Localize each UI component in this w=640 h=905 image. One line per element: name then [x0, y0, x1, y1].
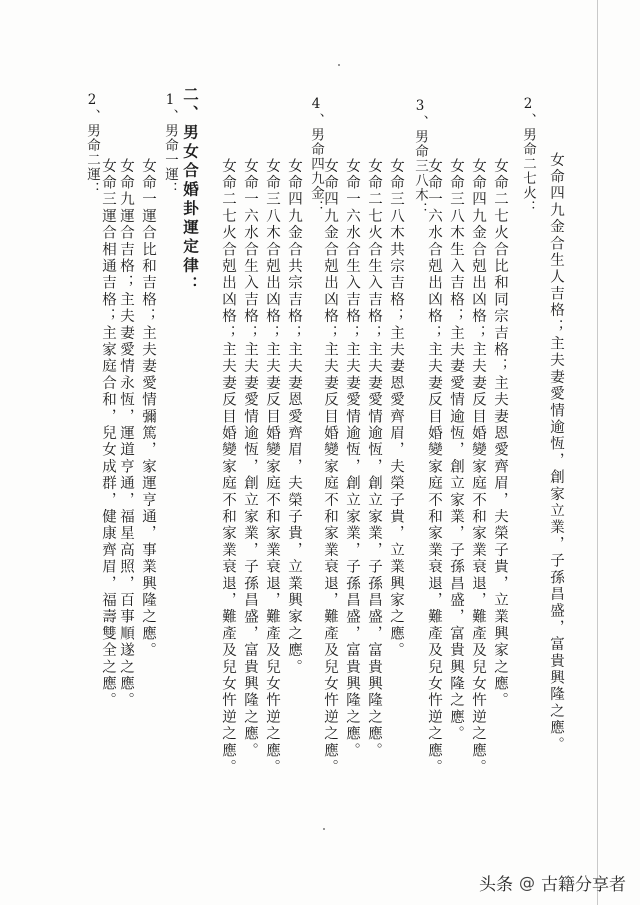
text-column-3: 女命二七火合比和同宗吉格；主夫妻恩愛齊眉，夫榮子貴，立業興家之應。 — [492, 158, 508, 710]
text-column-1: 女命四九金合生人吉格；主夫妻愛情逾恆，創家立業，子孫昌盛，富貴興隆之應。 — [548, 152, 564, 754]
text-column-14: 女命三八木合剋出凶格；主夫妻反目婚變家庭不和家業衰退，難產及兒女忤逆之應。 — [264, 158, 280, 776]
watermark — [479, 870, 626, 895]
text-column-9: 女命二七火合生入吉格；主夫妻愛情逾恆，創立家業，子孫昌盛，富貴興隆之應。 — [366, 158, 382, 760]
text-column-20: 女命九運合吉格；主夫妻愛情永恆，運道亨通，福星高照，百事順遂之應。 — [118, 158, 134, 710]
scan-speck — [338, 64, 340, 66]
text-column-5: 女命三八木生入吉格；主夫妻愛情逾恆，創立家業，子孫昌盛，富貴興隆之應。 — [448, 158, 464, 743]
page-edge-line — [597, 0, 598, 905]
watermark-platform: 头条 — [479, 875, 513, 895]
text-column-19: 女命一運合比和吉格；主夫妻愛情彌篤，家運亨通，事業興隆之應。 — [140, 158, 156, 659]
text-column-11: 女命四九金合剋出凶格；主夫妻反目婚變家庭不和家業衰退，難產及兒女忤逆之應。 — [322, 158, 338, 776]
heading-male-luck-1: 1、男命一運： — [162, 92, 178, 196]
heading-male-3-8-wood: 3、男命三八木： — [412, 98, 428, 217]
heading-male-4-9-metal: 4、男命四九金： — [308, 96, 324, 215]
section-heading-gua-rules: 二、男女合婚卦運定律： — [181, 86, 200, 295]
watermark-account: 古籍分享者 — [541, 875, 626, 895]
text-column-10: 女命一六水合生入吉格；主夫妻愛情逾恆，創立家業，子孫昌盛，富貴興隆之應。 — [344, 158, 360, 760]
text-column-16: 女命二七火合剋出凶格；主夫妻反目婚變家庭不和家業衰退，難產及兒女忤逆之應。 — [220, 158, 236, 776]
watermark-separator: @ — [519, 873, 535, 892]
text-column-15: 女命一六水合生入吉格；主夫妻愛情逾恆，創立家業，子孫昌盛，富貴興隆之應。 — [242, 158, 258, 760]
text-column-4: 女命四九金合剋出凶格；主夫妻反目婚變家庭不和家業衰退，難產及兒女忤逆之應。 — [470, 158, 486, 776]
heading-male-luck-2: 2、男命二運： — [84, 92, 100, 196]
scan-speck — [323, 828, 325, 830]
text-column-22: 女命三運合相通吉格；主家庭合和，兒女成群，健康齊眉，福壽雙全之應。 — [100, 158, 116, 710]
text-column-13: 女命四九金合共宗吉格；主夫妻恩愛齊眉，夫榮子貴，立業興家之應。 — [286, 158, 302, 676]
text-column-8: 女命三八木共宗吉格；主夫妻恩愛齊眉，夫榮子貴，立業興家之應。 — [388, 158, 404, 659]
heading-male-2-7-fire: 2、男命二七火： — [520, 96, 536, 215]
text-column-6: 女命一六水合剋出凶格；主夫妻反目婚變家庭不和家業衰退，難產及兒女忤逆之應。 — [426, 158, 442, 776]
